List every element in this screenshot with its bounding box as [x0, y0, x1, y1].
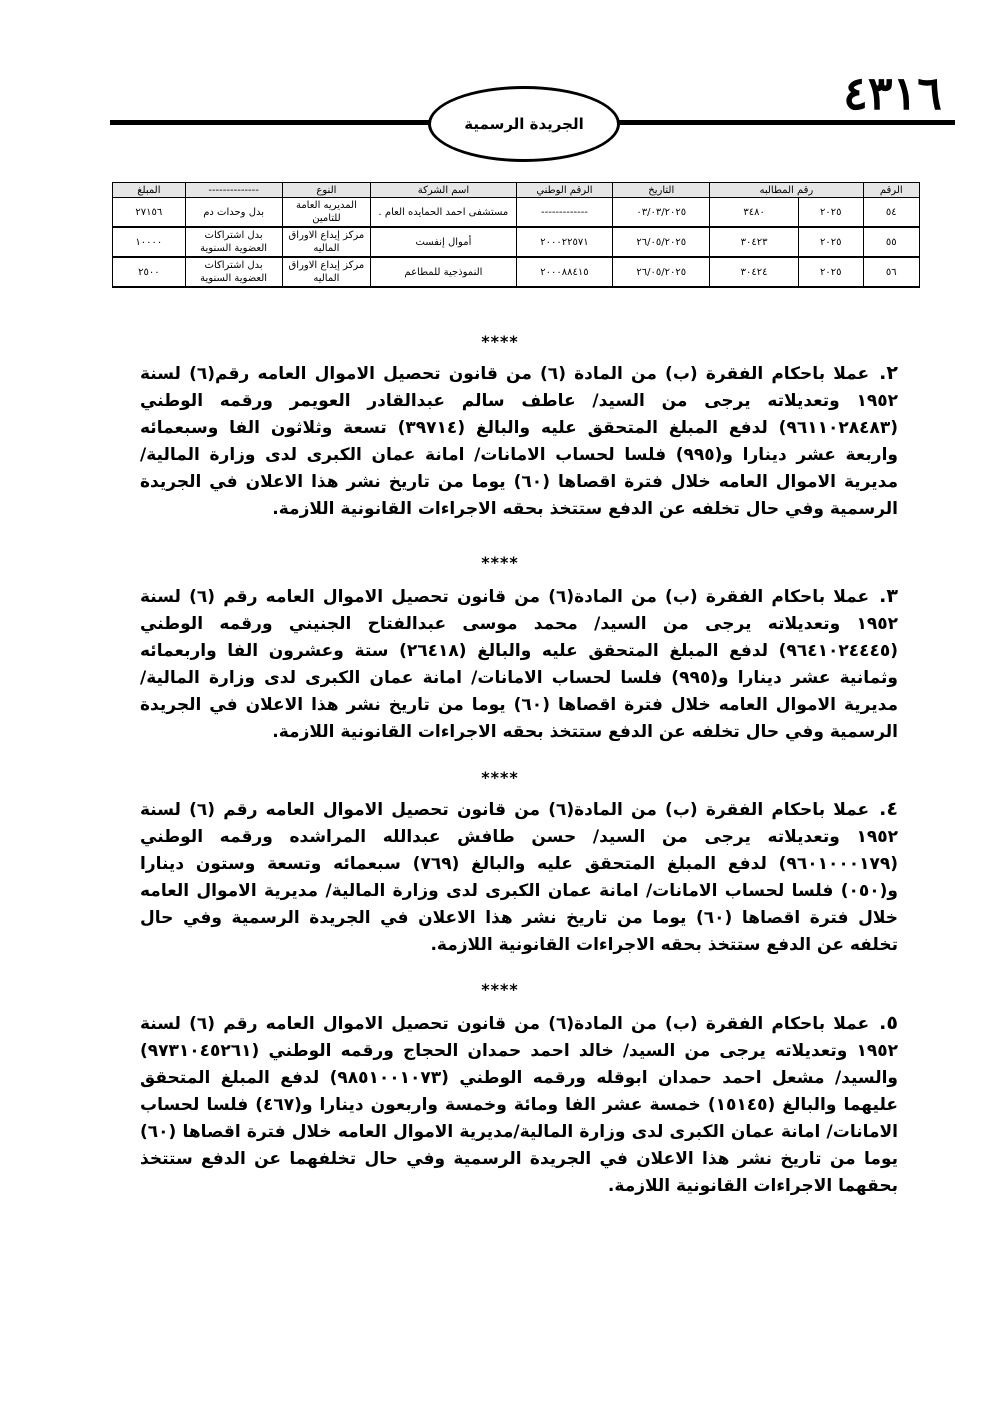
column-header: المبلغ	[113, 183, 186, 198]
column-header: التاريخ	[613, 183, 710, 198]
table-row	[113, 198, 920, 228]
column-header: النوع	[282, 183, 371, 198]
notice-number: ٣.	[879, 585, 898, 607]
table-cell: بدل اشتراكات العضوية السنوية	[185, 227, 282, 257]
column-header: الرقم الوطني	[516, 183, 613, 198]
table-cell: مركز إيداع الاوراق الماليه	[282, 227, 371, 257]
table-cell: المديريه العامة للتامين	[282, 198, 371, 228]
table-cell: ٢٠٠٠٨٨٤١٥	[516, 257, 613, 287]
column-header: رقم المطالبه	[710, 183, 863, 198]
table-cell: ٥٥	[863, 227, 919, 257]
table-cell: ٢٦/٠٥/٢٠٢٥	[613, 257, 710, 287]
table-cell: النموذجية للمطاعم	[371, 257, 516, 287]
gazette-title: الجريدة الرسمية	[428, 86, 620, 162]
table-cell: ٠٣/٠٣/٢٠٢٥	[613, 198, 710, 228]
table-cell: ٢٦/٠٥/٢٠٢٥	[613, 227, 710, 257]
notice-paragraph	[140, 1010, 898, 1200]
table-cell: ٢٠٠٠٢٢٥٧١	[516, 227, 613, 257]
column-header: --------------	[185, 183, 282, 198]
table-cell: ٣٤٨٠	[710, 198, 799, 228]
separator: ****	[481, 768, 519, 787]
table-header-row	[113, 183, 920, 198]
table-cell: بدل وحدات دم	[185, 198, 282, 228]
table-cell: ١٠٠٠٠	[113, 227, 186, 257]
notice-text: عملا باحكام الفقرة (ب) من المادة (٦) من قانون تحصيل الاموال العامه رقم(٦) لسنة ١٩٥٢ وتعديلاته يرجى من السيد/ عاطف سالم عبدالقادر العويمر ورقمه الوطني (٩٦١١٠٢٨٤٨٣) لدفع المبلغ المتحقق عليه والبالغ (٣٩٧١٤) تسعة وثلاثون الفا وسبعمائه واربعة عشر دينارا و(٩٩٥) فلسا لحساب الامانات/ امانة عمان الكبرى لدى وزارة المالية/ مديرية الاموال العامه خلال فترة اقصاها (٦٠) يوما من تاريخ نشر هذا الاعلان في الجريدة الرسمية وفي حال تخلفه عن الدفع ستتخذ بحقه الاجراءات القانونية اللازمة.	[140, 364, 898, 519]
separator: ****	[481, 332, 519, 351]
table-cell: ٥٤	[863, 198, 919, 228]
table-cell: مستشفى احمد الحمايده العام .	[371, 198, 516, 228]
notice-paragraph	[140, 583, 898, 746]
notice-number: ٢.	[879, 362, 898, 384]
records-table	[112, 182, 920, 288]
table-row	[113, 257, 920, 287]
notice-paragraph	[140, 360, 898, 523]
table-cell: ٣٠٤٢٤	[710, 257, 799, 287]
table-cell: ٢٠٢٥	[798, 227, 863, 257]
notice-number: ٤.	[879, 798, 898, 820]
notice-number: ٥.	[879, 1012, 898, 1034]
table-cell: بدل اشتراكات العضوية السنوية	[185, 257, 282, 287]
table-cell: ٣٠٤٢٣	[710, 227, 799, 257]
table-cell: ٢٠٢٥	[798, 257, 863, 287]
notice-text: عملا باحكام الفقرة (ب) من المادة(٦) من قانون تحصيل الاموال العامه رقم (٦) لسنة ١٩٥٢ وتعديلاته يرجى من السيد/ حسن طافش عبدالله المراشده ورقمه الوطني (٩٦٠١٠٠٠١٧٩) لدفع المبلغ المتحقق عليه والبالغ (٧٦٩) سبعمائه وتسعة وستون دينارا و(٠٥٠) فلسا لحساب الامانات/ امانة عمان الكبرى لدى وزارة المالية/ مديرية الاموال العامه خلال فترة اقصاها (٦٠) يوما من تاريخ نشر هذا الاعلان في الجريدة الرسمية وفي حال تخلفه عن الدفع ستتخذ بحقه الاجراءات القانونية اللازمة.	[140, 800, 898, 955]
table-cell: مركز إيداع الاوراق الماليه	[282, 257, 371, 287]
table-cell: أموال إنفست	[371, 227, 516, 257]
notice-text: عملا باحكام الفقرة (ب) من المادة(٦) من قانون تحصيل الاموال العامه رقم (٦) لسنة ١٩٥٢ وتعديلاته يرجى من السيد/ محمد موسى عبدالفتاح الجنيني ورقمه الوطني (٩٦٤١٠٢٤٤٤٥) لدفع المبلغ المتحقق عليه والبالغ (٢٦٤١٨) ستة وعشرون الفا واربعمائه وثمانية عشر دينارا و(٩٩٥) فلسا لحساب الامانات/ امانة عمان الكبرى لدى وزارة المالية/ مديرية الاموال العامه خلال فترة اقصاها (٦٠) يوما من تاريخ نشر هذا الاعلان في الجريدة الرسمية وفي حال تخلفه عن الدفع ستتخذ بحقه الاجراءات القانونية اللازمة.	[140, 587, 898, 742]
separator: ****	[481, 553, 519, 572]
table-cell: ٢٧١٥٦	[113, 198, 186, 228]
table-cell: ٥٦	[863, 257, 919, 287]
table-cell: ٢٥٠٠	[113, 257, 186, 287]
notice-text: عملا باحكام الفقرة (ب) من المادة(٦) من قانون تحصيل الاموال العامه رقم (٦) لسنة ١٩٥٢ وتعديلاته يرجى من السيد/ خالد احمد حمدان الحجاج ورقمه الوطني (٩٧٣١٠٤٥٢٦١) والسيد/ مشعل احمد حمدان ابوقله ورقمه الوطني (٩٨٥١٠٠١٠٧٣) لدفع المبلغ المتحقق عليهما والبالغ (١٥١٤٥) خمسة عشر الفا ومائة وخمسة واربعون دينارا و(٤٦٧) فلسا لحساب الامانات/ امانة عمان الكبرى لدى وزارة المالية/مديرية الاموال العامه خلال فترة اقصاها (٦٠) يوما من تاريخ نشر هذا الاعلان في الجريدة الرسمية وفي حال تخلفهما عن الدفع ستتخذ بحقهما الاجراءات القانونية اللازمة.	[140, 1014, 898, 1196]
table-row	[113, 227, 920, 257]
table-cell: ٢٠٢٥	[798, 198, 863, 228]
page-number: ٤٣١٦	[843, 66, 942, 120]
column-header: الرقم	[863, 183, 919, 198]
separator: ****	[481, 980, 519, 999]
column-header: اسم الشركة	[371, 183, 516, 198]
table-cell: -------------	[516, 198, 613, 228]
notice-paragraph	[140, 796, 898, 959]
